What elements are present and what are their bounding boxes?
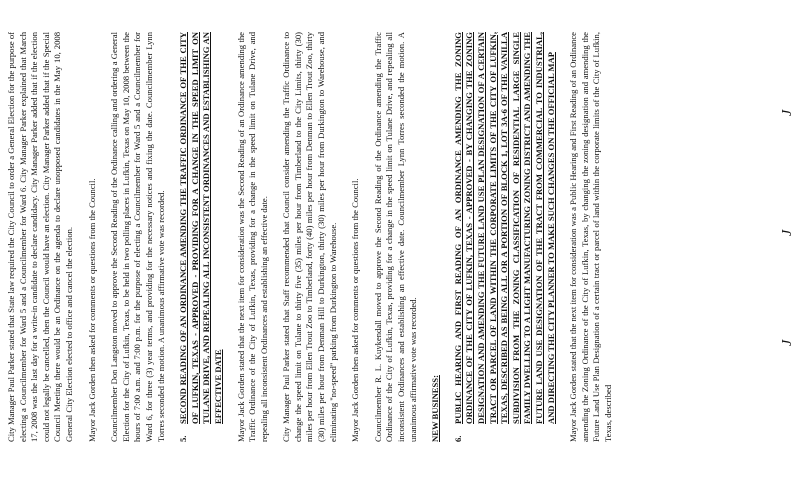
agenda-item-5-title: SECOND READING OF AN ORDINANCE AMENDING THE TRAFFIC ORDINANCE OF THE CITY OF LUFKIN, TEXAS - APPROVED - PROVIDING FOR A CHANGE IN THE SPEED LIMIT ON TULANE DRIVE, AND REPEALING ALL INCONSISTENT ORDINANCES AND ESTABLISHING AN EFFECTIVE DATE	[178, 32, 223, 424]
agenda-item-6	[453, 32, 557, 442]
minutes-body	[6, 32, 626, 442]
agenda-item-5-number: 5.	[178, 435, 189, 442]
initial-mark-1: J	[780, 339, 795, 346]
agenda-item-5	[178, 32, 224, 442]
new-business-header: NEW BUSINESS:	[430, 375, 441, 442]
agenda-item-6-number: 6.	[452, 435, 463, 442]
paragraph-mayor-comments-1: Mayor Jack Gorden then asked for comments or questions from the Council.	[86, 178, 97, 442]
agenda-item-6-title: PUBLIC HEARING AND FIRST READING OF AN ORDINANCE AMENDING THE ZONING ORDINANCE OF THE CITY OF LUFKIN, TEXAS - APPROVED - BY CHANGING THE ZONING DESIGNATION AND AMENDING THE FUTURE LAND USE PLAN DESIGNATION OF A CERTAIN TRACT OR PARCEL OF LAND WITHIN THE CORPORATE LIMITS OF THE CITY OF LUFKIN, TEXAS, DESCRIBED AS BEING ALL OR A PORTION OF BLOCK 1, LOT 3A-6 OF THE VANILLA SUBDIVISION FROM THE ZONING CLASSIFICATION OF RESIDENTIAL LARGE SINGLE FAMILY DWELLING TO A LIGHT MANUFACTURING ZONING DISTRICT AND AMENDING THE FUTURE LAND USE DESIGNATION OF THE TRACT FROM COMMERCIAL TO INDUSTRIAL, AND DIRECTING THE CITY PLANNER TO MAKE SUCH CHANGES ON THE OFFICIAL MAP	[452, 32, 556, 424]
paragraph-traffic-motion: Councilmember R. L. Kuykendall moved to approve the Second Reading of the Ordinance amending the Traffic Ordinance of the City of Lufkin, Texas, providing for a change in the speed limit on Tulane Drive, and repealing all inconsistent Ordinances and establishing an effective date. Councilmember Lynn Torres seconded the motion. A unanimous affirmative vote was recorded.	[372, 32, 418, 442]
paragraph-traffic-recommendation: City Manager Paul Parker stated that Staff recommended that Council consider amending the Traffic Ordinance to change the speed limit on Tulane to thirty five (35) miles per hour from Timberland to the City Limits, thirty (30) miles per hour from Ellen Trout Zoo to Timberland, forty (40) miles per hour from Denman to Ellen Trout Zoo, thirty (30) miles per hour from Denman Hill to Durkington, thirty (30) miles per hour from Durkington to Warehouse, and eliminating "no-speed" parking from Durkington to Warehouse.	[281, 32, 338, 442]
paragraph-election-explanation: City Manager Paul Parker stated that State law required the City Council to order a General Election for the purpose of electing a Councilmember for Ward 5 and a Councilmember for Ward 6. City Manager Parker explained that March 17, 2008 was the last day for a write-in candidate to declare candidacy. City Manager Parker added that if the election could not legally be cancelled, then the Council would have an election. City Manager Parker added that if the Special Council Meeting there would be an Ordinance on the agenda to declare unopposed candidates in the May 10, 2008 General City Election elected to office and cancel the election.	[6, 32, 74, 442]
paragraph-zoning-intro: Mayor Jack Gorden stated that the next item for consideration was a Public Hearing and First Reading of an Ordinance amending the Zoning Ordinance of the City of Lufkin, Texas, by changing the zoning designation and amending the Future Land Use Plan Designation of a certain tract or parcel of land within the corporate limits of the City of Lufkin, Texas, described	[568, 32, 613, 442]
paragraph-mayor-comments-2: Mayor Jack Gorden then asked for comments or questions from the Council.	[350, 178, 361, 442]
initial-mark-3: J	[780, 109, 795, 116]
paragraph-election-motion: Councilmember Don Langston moved to approve the Second Reading of the Ordinance calling and ordering a General Election for the City of Lufkin, Texas, to be held in two polling places in Lufkin, Texas on May 10, 2008 between the hours of 7:00 a.m. and 7:00 p.m. for the purpose of electing a Councilmember for Ward 5 and a Councilmember for Ward 6, for three (3) year terms, and providing for the necessary notices and fixing the date. Councilmember Lynn Torres seconded the motion. A unanimous affirmative vote was recorded.	[109, 32, 166, 442]
paragraph-traffic-intro: Mayor Jack Gorden stated that the next item for consideration was the Second Reading of an Ordinance amending the Traffic Ordinance of the City of Lufkin, Texas, providing for a change in the speed limit on Tulane Drive, and repealing all inconsistent Ordinances and establishing an effective date.	[235, 32, 269, 442]
initial-mark-2: J	[780, 229, 795, 236]
